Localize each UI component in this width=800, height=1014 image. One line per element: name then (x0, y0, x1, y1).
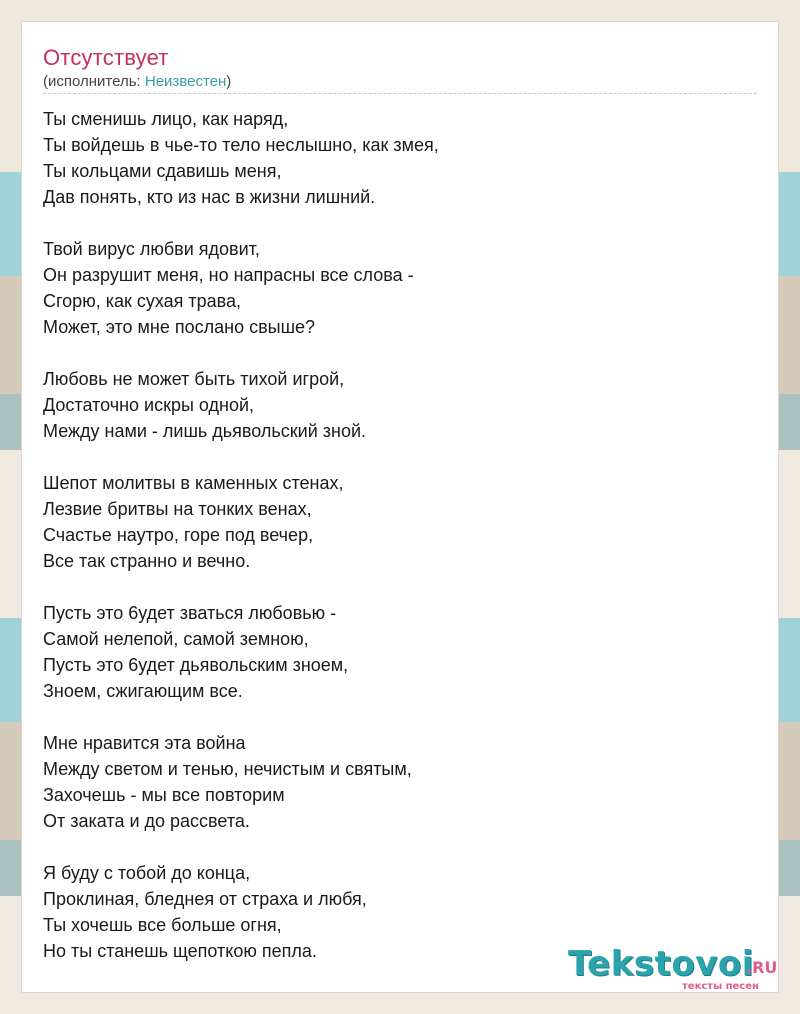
song-title: Отсутствует (43, 45, 169, 70)
lyrics-line: Проклиная, бледнея от страха и любя, (43, 889, 367, 909)
lyrics-line: Пусть это 6удет зваться любовью - (43, 603, 337, 623)
lyrics-line: Самой нелепой, самой земною, (43, 629, 309, 649)
lyrics-body (43, 106, 439, 990)
lyrics-stanza (43, 860, 439, 964)
lyrics-line: Твой вирус любви ядовит, (43, 239, 260, 259)
lyrics-line: Он разрушит меня, но напрасны все слова - (43, 265, 414, 285)
lyrics-line: Ты хочешь все больше огня, (43, 915, 282, 935)
lyrics-line: Любовь не может быть тихой игрой, (43, 369, 345, 389)
lyrics-card (22, 22, 778, 992)
lyrics-stanza (43, 730, 439, 834)
logo-name: Tekstovoi (568, 944, 754, 984)
lyrics-line: От заката и до рассвета. (43, 811, 250, 831)
artist-link[interactable]: Неизвестен (144, 73, 227, 90)
lyrics-line: Ты кольцами сдавишь меня, (43, 161, 282, 181)
lyrics-stanza (43, 470, 439, 574)
lyrics-line: Достаточно искры одной, (43, 395, 255, 415)
lyrics-stanza (43, 236, 439, 340)
lyrics-line: Зноем, сжигающим все. (43, 681, 243, 701)
artist-line (43, 73, 231, 90)
lyrics-line: Ты сменишь лицо, как наряд, (43, 109, 289, 129)
lyrics-line: Ты войдешь в чье-то тело неслышно, как змея, (43, 135, 439, 155)
lyrics-stanza (43, 106, 439, 210)
logo-tagline: тексты песен (682, 981, 759, 992)
lyrics-stanza (43, 366, 439, 444)
lyrics-line: Шепот молитвы в каменных стенах, (43, 473, 344, 493)
artist-suffix: ) (226, 73, 232, 90)
divider (43, 93, 757, 94)
lyrics-line: Может, это мне послано свыше? (43, 317, 316, 337)
logo-tld: .RU (746, 958, 778, 977)
lyrics-line: Мне нравится эта война (43, 733, 246, 753)
lyrics-line: Пусть это 6удет дьявольским зноем, (43, 655, 349, 675)
lyrics-line: Между нами - лишь дьявольский зной. (43, 421, 367, 441)
site-logo[interactable] (568, 944, 778, 992)
lyrics-line: Захочешь - мы все повторим (43, 785, 285, 805)
lyrics-line: Сгорю, как сухая трава, (43, 291, 242, 311)
artist-prefix: (исполнитель: (43, 73, 145, 90)
lyrics-line: Счастье наутро, горе под вечер, (43, 525, 314, 545)
lyrics-line: Но ты станешь щепоткою пепла. (43, 941, 317, 961)
lyrics-line: Я буду с тобой до конца, (43, 863, 251, 883)
lyrics-line: Все так странно и вечно. (43, 551, 251, 571)
lyrics-line: Лезвие бритвы на тонких венах, (43, 499, 312, 519)
lyrics-line: Дав понять, кто из нас в жизни лишний. (43, 187, 376, 207)
lyrics-line: Между светом и тенью, нечистым и святым, (43, 759, 412, 779)
lyrics-stanza (43, 600, 439, 704)
